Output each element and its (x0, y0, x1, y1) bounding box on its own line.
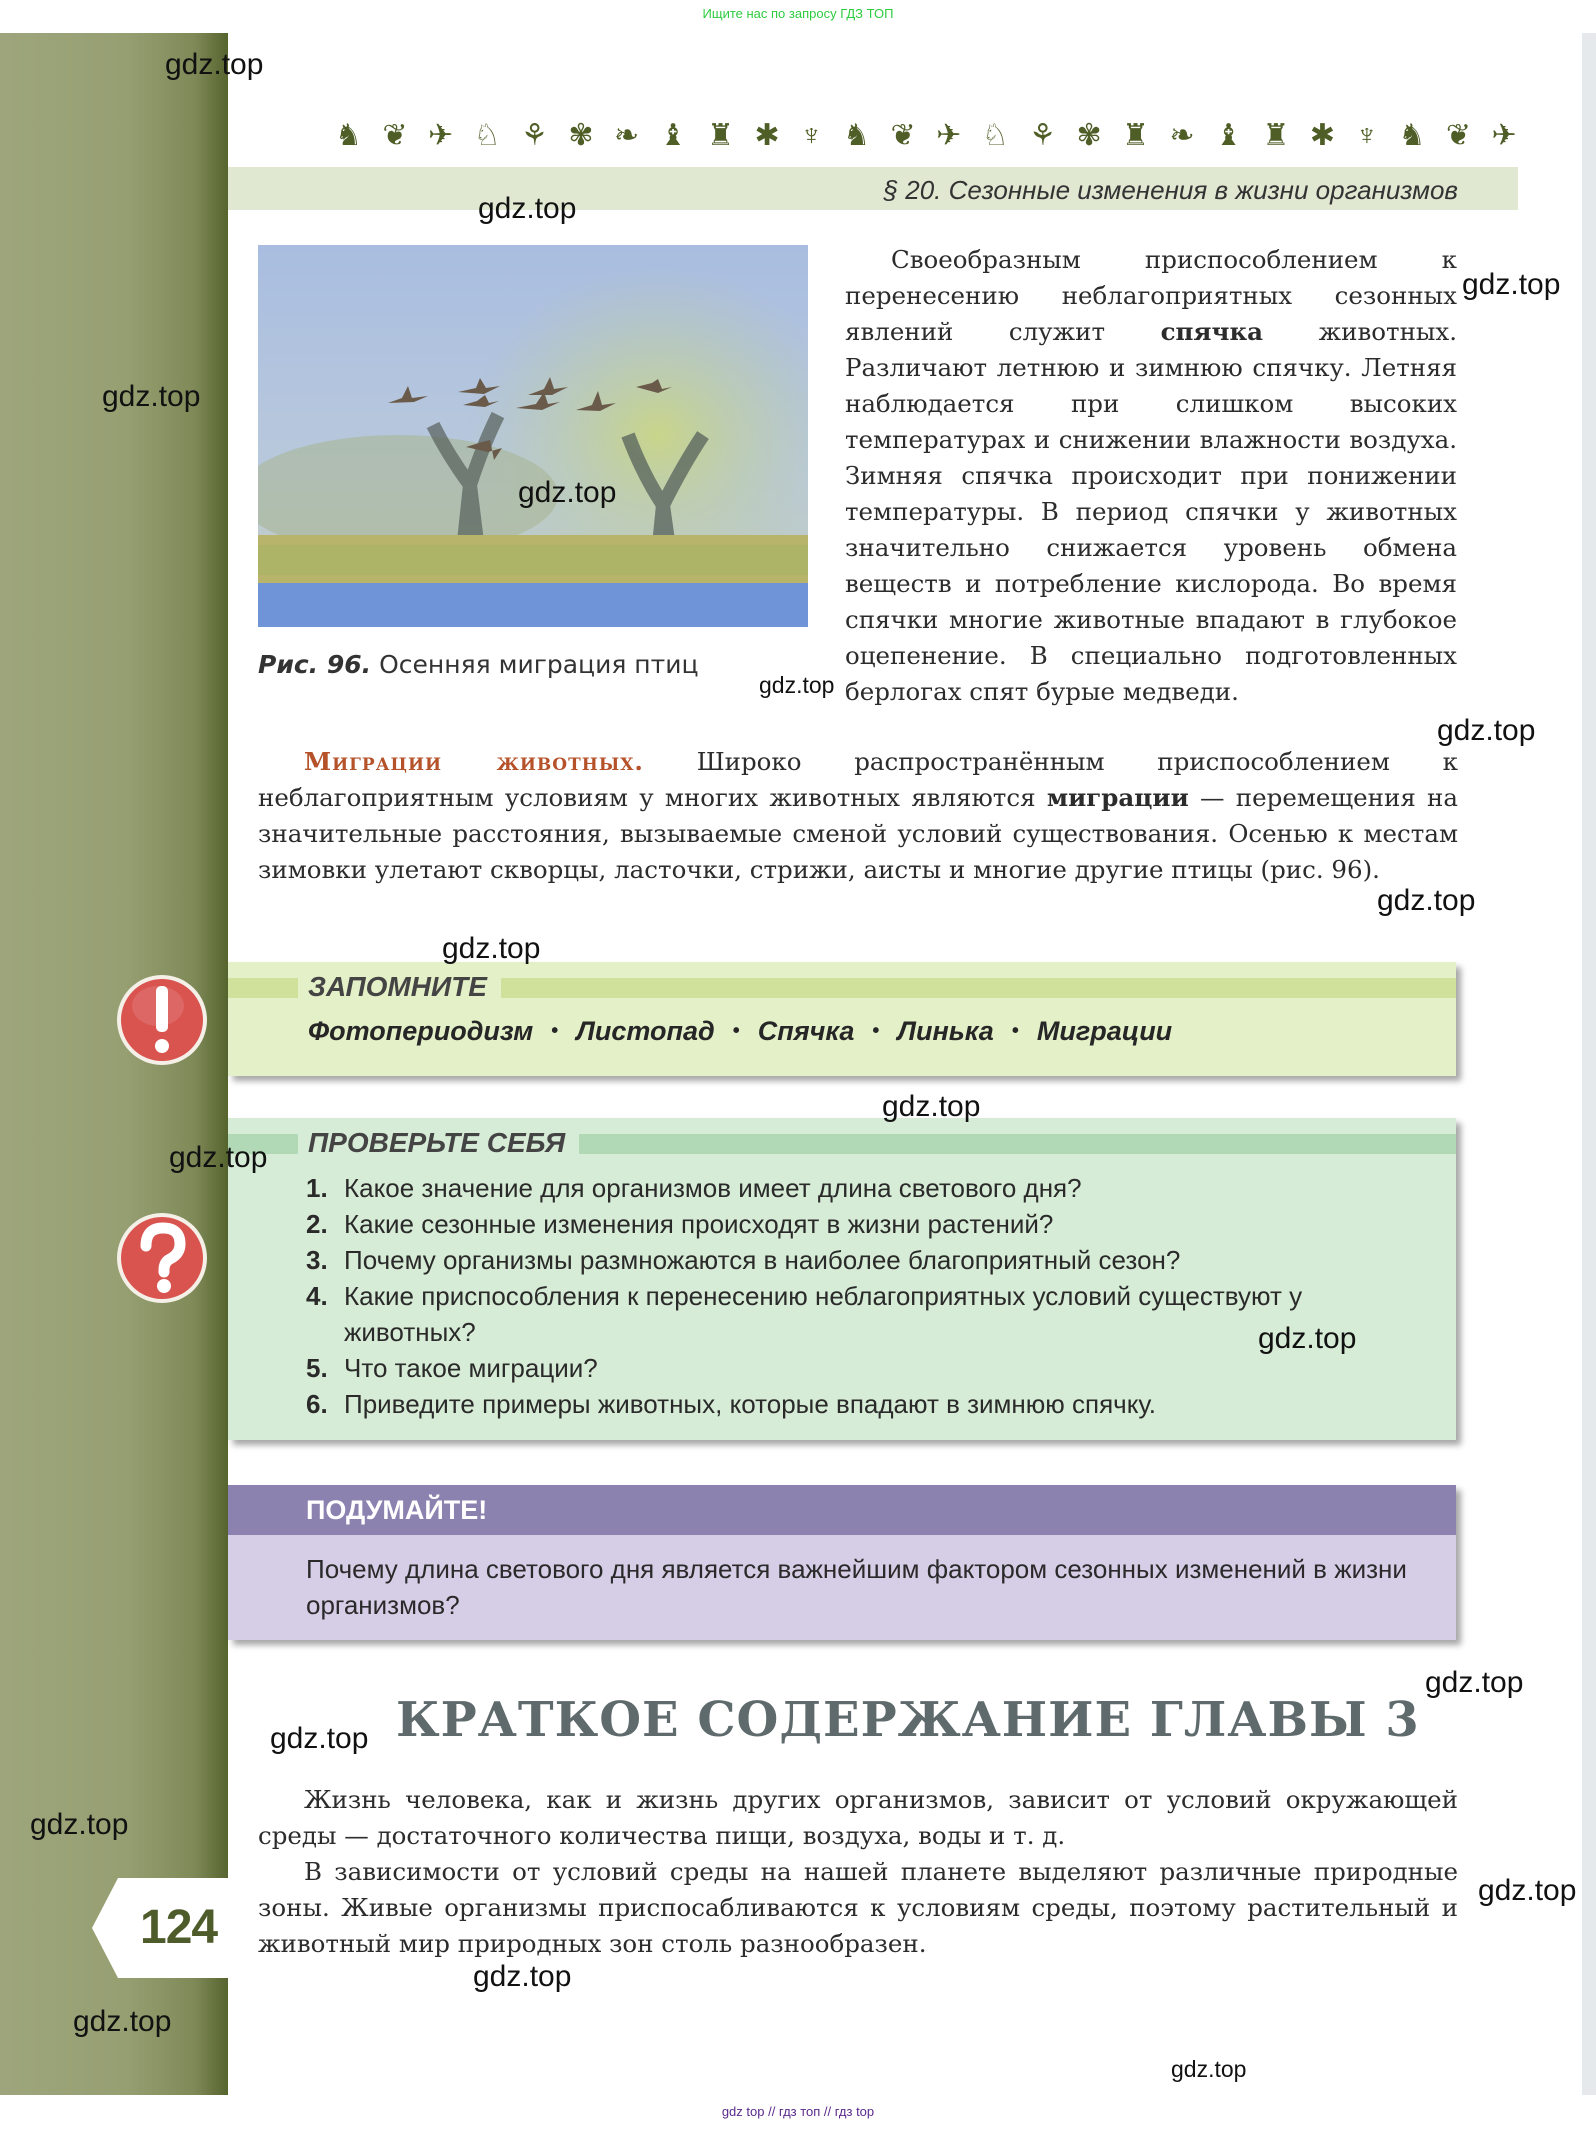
text-run: Своеобразным приспособлением к перенесению неблагоприятных сезонных явлений служит (845, 245, 1457, 346)
question-text: Какие приспособления к перенесению неблагоприятных условий существуют у животных? (344, 1281, 1303, 1347)
remember-title: ЗАПОМНИТЕ (298, 972, 501, 1002)
remember-term: Спячка (757, 1016, 855, 1046)
watermark: gdz.top (442, 932, 541, 965)
watermark: gdz.top (478, 192, 577, 225)
watermark: gdz.top (759, 672, 835, 698)
watermark: gdz.top (165, 48, 264, 81)
text-run: Широко распространённым приспособлением к неблагоприятным условиям у многих животных являются (258, 747, 1458, 812)
kangaroo-icon: ♝ (659, 119, 687, 152)
dolphin-icon: ❦ (890, 119, 916, 152)
swallow-icon: ✈ (1491, 119, 1517, 152)
caption-label: Рис. 96. (258, 650, 372, 679)
animal-silhouette-strip (335, 118, 1517, 154)
scorpion-icon: ⚘ (1029, 119, 1056, 152)
hibernation-paragraph (845, 242, 1457, 710)
text-run: животных. Различают летнюю и зимнюю спячку. Летняя наблюдается при слишком высоких температурах и снижении влажности воздуха. Зимняя спячка происходит при понижении температуры. В период спячки у животных значительно снижается уровень обмена веществ и потребление кислорода. Во время спячки многие животные впадают в глубокое оцепенение. В специально подготовленных берлогах спят бурые медведи. (845, 317, 1458, 706)
watermark: gdz.top (1258, 1322, 1357, 1355)
goat-icon: ♞ (1398, 119, 1426, 152)
watermark: gdz.top (270, 1722, 369, 1755)
term-separator: • (872, 1020, 880, 1042)
goat-icon: ♞ (335, 119, 362, 152)
section-title: § 20. Сезонные изменения в жизни организмов (883, 175, 1458, 205)
page-number: 124 (140, 1901, 218, 1954)
watermark: gdz.top (1171, 2056, 1247, 2082)
question-text: Какие сезонные изменения происходят в жизни растений? (344, 1209, 1054, 1239)
swallow-icon: ✈ (428, 119, 454, 152)
question-text: Почему организмы размножаются в наиболее благоприятный сезон? (344, 1245, 1181, 1275)
question-list (306, 1170, 1426, 1422)
butterfly-icon: ✾ (1076, 119, 1102, 152)
question-number: 2. (306, 1209, 328, 1239)
question-number: 6. (306, 1389, 328, 1419)
dolphin-icon: ❦ (1445, 119, 1472, 152)
question-number: 5. (306, 1353, 328, 1383)
watermark: gdz.top (30, 1808, 129, 1841)
question-text: Приведите примеры животных, которые впадают в зимнюю спячку. (344, 1389, 1157, 1419)
think-box (228, 1485, 1456, 1640)
watermark: gdz.top (1425, 1666, 1524, 1699)
question-item (306, 1170, 1426, 1206)
bison-icon: ♜ (1122, 119, 1150, 152)
watermark: gdz.top (1377, 884, 1476, 917)
watermark: gdz.top (882, 1090, 981, 1123)
term-separator: • (732, 1020, 740, 1042)
text-run: — перемещения на значительные расстояния, вызываемые сменой условий существования. Осенью к местам зимовки улетают скворцы, ласточки, стрижи, аисты и многие другие птицы (рис. 96). (258, 783, 1458, 884)
caption-text: Осенняя миграция птиц (371, 650, 699, 679)
migration-paragraph (258, 744, 1458, 888)
kangaroo-icon: ♝ (1215, 119, 1243, 152)
figure-96-photo (258, 245, 808, 627)
migration-rubric: Миграции животных. (304, 747, 644, 776)
butterfly-icon: ✾ (568, 119, 594, 152)
seahorse-icon: ♆ (1355, 119, 1379, 152)
question-item (306, 1206, 1426, 1242)
insect-icon: ✱ (1309, 119, 1336, 152)
think-title: ПОДУМАЙТЕ! (306, 1495, 488, 1525)
swallow-icon: ✈ (936, 119, 962, 152)
question-icon (114, 1210, 210, 1306)
horse-icon: ♘ (473, 119, 501, 152)
watermark: gdz.top (473, 1960, 572, 1993)
question-number: 4. (306, 1281, 328, 1311)
watermark: gdz.top (73, 2005, 172, 2038)
chapter-summary-heading: КРАТКОЕ СОДЕРЖАНИЕ ГЛАВЫ 3 (396, 1692, 1420, 1748)
check-yourself-box (228, 1118, 1456, 1440)
figure-caption (258, 650, 698, 679)
term-separator: • (551, 1020, 559, 1042)
bison-icon: ♜ (1262, 119, 1290, 152)
summary-paragraph: Жизнь человека, как и жизнь других организмов, зависит от условий окружающей среды — достаточного количества пищи, воздуха, воды и т. д. (258, 1785, 1458, 1850)
dolphin-icon: ❦ (382, 119, 408, 152)
bird-icon: ❧ (1169, 119, 1195, 152)
watermark: gdz.top (1437, 714, 1536, 747)
watermark: gdz.top (518, 476, 617, 509)
footer-banner: gdz top // гдз топ // гдз top (721, 2104, 875, 2119)
section-title-bar (228, 167, 1518, 210)
insect-icon: ✱ (754, 119, 780, 152)
remember-box (228, 962, 1456, 1076)
question-item (306, 1386, 1426, 1422)
term-separator: • (1011, 1020, 1019, 1042)
watermark: gdz.top (102, 380, 201, 413)
check-title: ПРОВЕРЬТЕ СЕБЯ (298, 1128, 579, 1158)
question-text: Какое значение для организмов имеет длина светового дня? (344, 1173, 1082, 1203)
chapter-summary (258, 1782, 1458, 1962)
remember-terms (308, 1016, 1172, 1047)
page-number-tab (92, 1878, 228, 1978)
bison-icon: ♜ (707, 119, 734, 152)
scorpion-icon: ⚘ (521, 119, 548, 152)
question-text: Что такое миграции? (344, 1353, 598, 1383)
term-migration: миграции (1046, 783, 1189, 812)
question-number: 3. (306, 1245, 328, 1275)
bird-icon: ❧ (614, 119, 640, 152)
question-number: 1. (306, 1173, 328, 1203)
watermark: gdz.top (1462, 268, 1561, 301)
think-question: Почему длина светового дня является важнейшим фактором сезонных изменений в жизни организмов? (306, 1554, 1407, 1620)
seahorse-icon: ♆ (800, 119, 823, 152)
remember-term: Линька (897, 1016, 994, 1046)
migrating-ducks-image (258, 245, 808, 627)
remember-term: Листопад (576, 1016, 715, 1046)
watermark: gdz.top (1478, 1874, 1577, 1907)
scrollbar-track[interactable] (1582, 33, 1596, 2095)
watermark: gdz.top (169, 1141, 268, 1174)
remember-term: Миграции (1036, 1016, 1173, 1046)
goat-icon: ♞ (843, 119, 870, 152)
top-banner: Ищите нас по запросу ГДЗ ТОП (702, 6, 894, 21)
remember-term: Фотопериодизм (308, 1016, 534, 1046)
summary-paragraph: В зависимости от условий среды на нашей планете выделяют различные природные зоны. Живые организмы приспосабливаются к условиям среды, поэтому растительный и животный мир природных зон столь разнообразен. (258, 1857, 1458, 1958)
term-hibernation: спячка (1160, 317, 1264, 346)
exclamation-icon (114, 972, 210, 1068)
horse-icon: ♘ (981, 119, 1009, 152)
question-item (306, 1242, 1426, 1278)
